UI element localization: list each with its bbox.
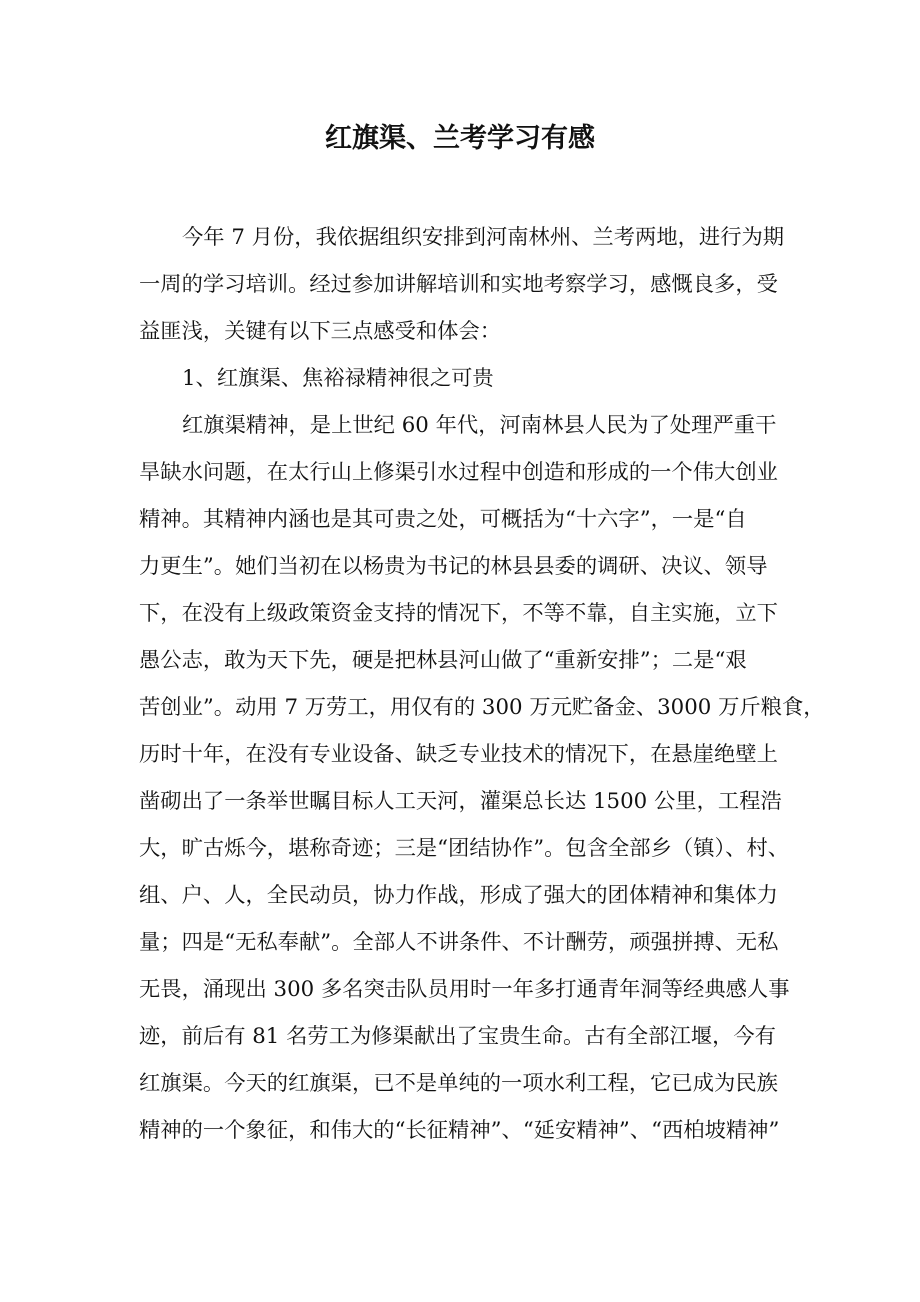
- paragraph-2-line-4: 力更生”。她们当初在以杨贵为书记的林县县委的调研、决议、领导: [139, 554, 768, 579]
- paragraph-2-line-2: 旱缺水问题，在太行山上修渠引水过程中创造和形成的一个伟大创业: [139, 460, 778, 485]
- paragraph-2-line-6: 愚公志，敢为天下先，硬是把林县河山做了“重新安排”；二是“艰: [139, 648, 747, 673]
- paragraph-2-line-11: 组、户、人，全民动员，协力作战，形成了强大的团体精神和集体力: [139, 883, 778, 908]
- paragraph-1-line-2: 一周的学习培训。经过参加讲解培训和实地考察学习，感慨良多，受: [139, 272, 778, 297]
- paragraph-2-line-10: 大，旷古烁今，堪称奇迹；三是“团结协作”。包含全部乡（镇）、村、: [139, 836, 790, 861]
- paragraph-2-line-7: 苦创业”。动用 7 万劳工，用仅有的 300 万元贮备金、3000 万斤粮食，: [139, 695, 825, 720]
- paragraph-2-line-15: 红旗渠。今天的红旗渠，已不是单纯的一项水利工程，它已成为民族: [139, 1071, 778, 1096]
- paragraph-2-line-9: 凿砌出了一条举世瞩目标人工天河，灌渠总长达 1500 公里，工程浩: [139, 789, 782, 814]
- paragraph-2-line-12: 量；四是“无私奉献”。全部人不讲条件、不计酬劳，顽强拼搏、无私: [139, 930, 779, 955]
- paragraph-2-line-14: 迹，前后有 81 名劳工为修渠献出了宝贵生命。古有全部江堰，今有: [139, 1024, 776, 1049]
- paragraph-2-line-1: 红旗渠精神，是上世纪 60 年代，河南林县人民为了处理严重干: [182, 413, 777, 438]
- paragraph-2-line-8: 历时十年，在没有专业设备、缺乏专业技术的情况下，在悬崖绝壁上: [139, 742, 778, 767]
- section-heading-1: 1、红旗渠、焦裕禄精神很之可贵: [182, 366, 494, 391]
- paragraph-2-line-13: 无畏，涌现出 300 多名突击队员用时一年多打通青年洞等经典感人事: [139, 977, 790, 1002]
- paragraph-2-line-3: 精神。其精神内涵也是其可贵之处，可概括为“十六字”，一是“自: [139, 507, 747, 532]
- paragraph-2-line-16: 精神的一个象征，和伟大的“长征精神”、“延安精神”、“西柏坡精神”: [139, 1118, 780, 1143]
- paragraph-1-line-3: 益匪浅，关键有以下三点感受和体会：: [139, 319, 502, 344]
- paragraph-2-line-5: 下，在没有上级政策资金支持的情况下，不等不靠，自主实施，立下: [139, 601, 778, 626]
- paragraph-1-line-1: 今年 7 月份，我依据组织安排到河南林州、兰考两地，进行为期: [182, 225, 785, 250]
- document-title: 红旗渠、兰考学习有感: [325, 123, 595, 154]
- document-body: [139, 214, 825, 1154]
